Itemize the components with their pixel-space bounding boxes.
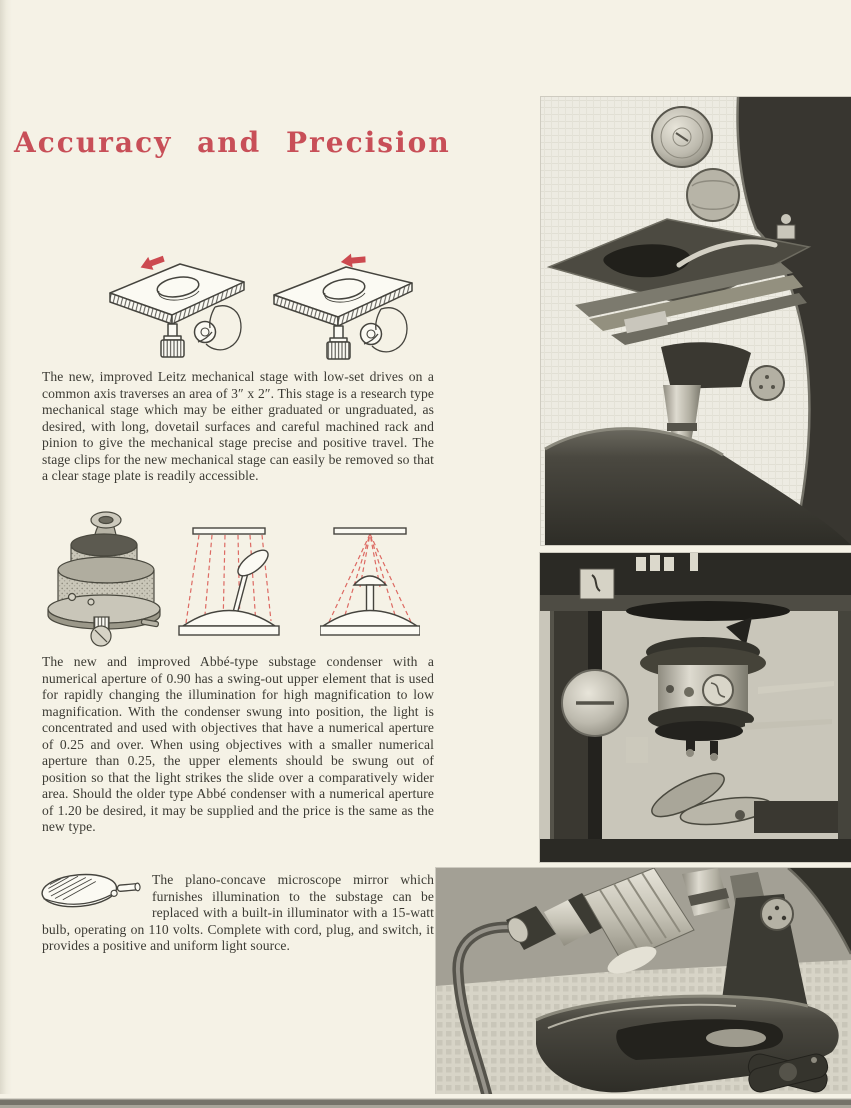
condenser-drawing [46, 507, 162, 649]
photo-mechanical-stage [541, 97, 851, 545]
stage-drawing-left [98, 243, 248, 365]
page-title: Accuracy and Precision [14, 126, 451, 159]
page-left-edge [0, 0, 12, 1108]
paragraph-mirror [42, 872, 434, 955]
red-arrow-icon [340, 252, 367, 269]
mechanical-stage-figure [98, 243, 418, 368]
ray-diagram-swung-out [178, 523, 280, 641]
photo-illuminator-base [436, 868, 851, 1100]
paragraph-mechanical-stage: The new, improved Leitz mechanical stage with low-set drives on a common axis traverses an area of 3″ x 2″. This stage is a research type mechanical stage which may be either graduated or ungraduated, as desired, with long, dovetail surfaces and careful machined rack and pinion to give the mechanical stage precise and positive travel. The stage clips for the new mechanical stage can easily be removed so that a clear stage plate is readily accessible. [42, 369, 434, 483]
ray-diagram-swung-in [320, 523, 420, 641]
paragraph-mirror-text: The plano-concave microscope mirror which furnishes illumination to the substage can be replaced with a built-in illuminator with a 15-watt bulb, operating on 110 volts. Complete with cord, plug, and switch, it provides a positive and uniform light source. [42, 872, 434, 953]
stage-drawing-right [266, 243, 416, 365]
photo-substage-condenser [540, 553, 851, 862]
mirror-drawing [36, 870, 142, 914]
page-bottom-edge [0, 1094, 851, 1108]
paragraph-condenser: The new and improved Abbé-type substage condenser with a numerical aperture of 0.90 has a swing-out upper element that is used for rapidly changing the illumination for high magnification to low magnification. With the condenser swung into position, the light is concentrated and used with objectives that have a numerical aperture of 0.25 and over. When using objectives with a smaller numerical aperture than 0.25, the upper elements should be swung out of position so that the light strikes the slide over a comparatively wider area. Should the older type Abbé condenser with a numerical aperture of 1.20 be desired, it may be supplied and the price is the same as the new type. [42, 654, 434, 834]
condenser-figure-row [44, 505, 436, 650]
